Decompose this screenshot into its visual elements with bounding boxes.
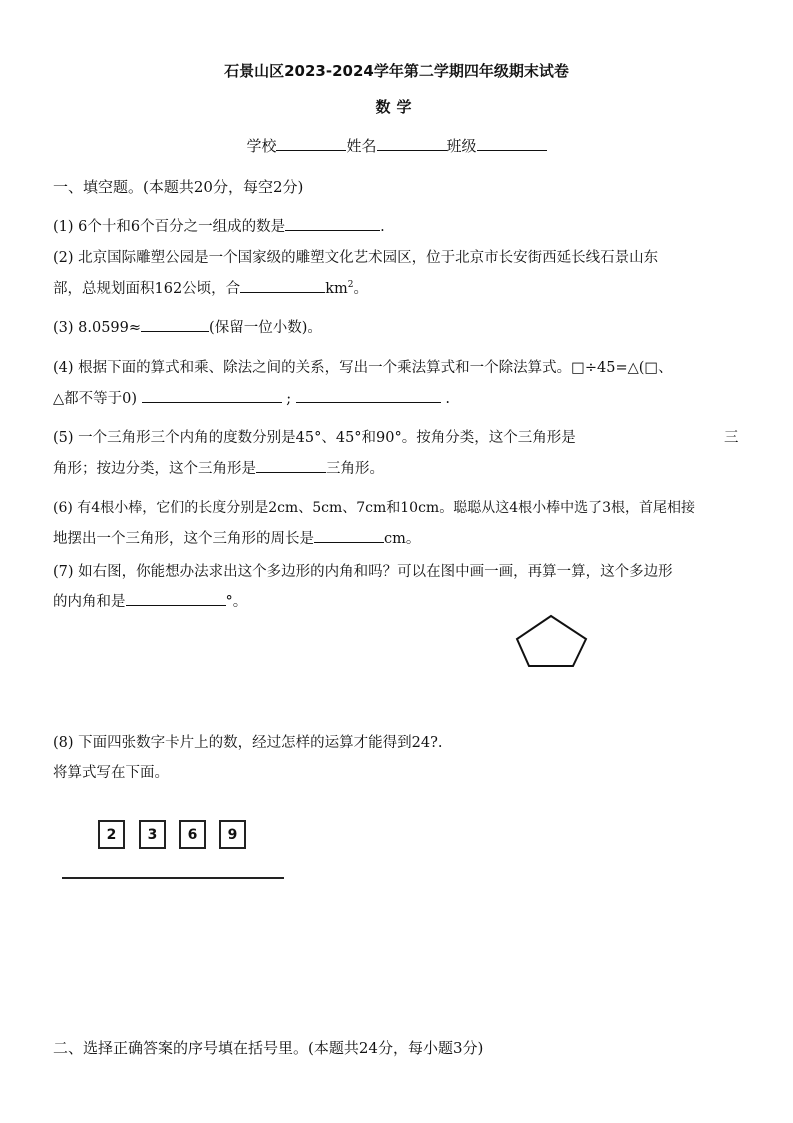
school-blank[interactable]	[276, 149, 346, 151]
pentagon-icon	[512, 610, 592, 672]
question-6-line1: (6) 有4根小棒，它们的长度分别是2cm、5cm、7cm和10cm。聪聪从这4根小棒中选了3根，首尾相接	[53, 500, 696, 516]
number-card: 2	[98, 820, 125, 849]
question-2-line1: (2) 北京国际雕塑公园是一个国家级的雕塑文化艺术园区，位于北京市长安街西延长线石景山东	[53, 250, 659, 266]
q1-answer-blank[interactable]	[285, 229, 380, 231]
q6-answer-blank[interactable]	[314, 541, 384, 543]
q7-answer-blank[interactable]	[126, 604, 226, 606]
number-card: 3	[139, 820, 166, 849]
q3-answer-blank[interactable]	[141, 330, 209, 332]
school-label: 学校	[246, 137, 277, 155]
question-5-line2: 角形；按边分类，这个三角形是 三角形。	[53, 461, 384, 477]
q5-side-blank[interactable]	[256, 471, 326, 473]
q4-multiplication-blank[interactable]	[142, 401, 282, 403]
question-5-line1: (5) 一个三角形三个内角的度数分别是45°、45°和90°。按角分类，这个三角形是	[53, 430, 576, 446]
question-5-line1-end: 三	[724, 430, 739, 446]
question-7-line2: 的内角和是 °。	[53, 594, 248, 610]
number-card: 9	[219, 820, 246, 849]
number-cards-figure	[60, 808, 285, 878]
q8-answer-line[interactable]	[62, 877, 284, 879]
subject-title: 数学	[375, 98, 418, 116]
number-card: 6	[179, 820, 206, 849]
class-label: 班级	[446, 137, 477, 155]
q4-division-blank[interactable]	[296, 401, 441, 403]
section2-heading: 二、选择正确答案的序号填在括号里。(本题共24分，每小题3分)	[53, 1039, 484, 1057]
class-blank[interactable]	[477, 149, 547, 151]
question-2-line2: 部，总规划面积162公顷，合 $km^2$。	[53, 280, 368, 297]
question-1: (1) 6个十和6个百分之一组成的数是 .	[53, 219, 385, 235]
question-7-line1: (7) 如右图，你能想办法求出这个多边形的内角和吗？可以在图中画一画，再算一算，这个多边形	[53, 564, 673, 580]
question-6-line2: 地摆出一个三角形，这个三角形的周长是 cm。	[53, 531, 421, 547]
student-info-row	[0, 135, 793, 156]
question-4-line2: △都不等于0) ; .	[53, 391, 450, 407]
question-4-line1: (4) 根据下面的算式和乘、除法之间的关系，写出一个乘法算式和一个除法算式。□÷45=△(□、	[53, 360, 673, 376]
q2-answer-blank[interactable]	[240, 291, 325, 293]
name-blank[interactable]	[377, 149, 447, 151]
page-title: 石景山区2023-2024学年第二学期四年级期末试卷	[224, 62, 569, 80]
question-8-line2: 将算式写在下面。	[53, 765, 169, 781]
section1-heading: 一、填空题。(本题共20分，每空2分)	[53, 178, 304, 196]
question-3: (3) 8.0599≈ (保留一位小数)。	[53, 320, 322, 336]
name-label: 姓名	[346, 137, 377, 155]
question-8-line1: (8) 下面四张数字卡片上的数，经过怎样的运算才能得到24?.	[53, 735, 443, 751]
